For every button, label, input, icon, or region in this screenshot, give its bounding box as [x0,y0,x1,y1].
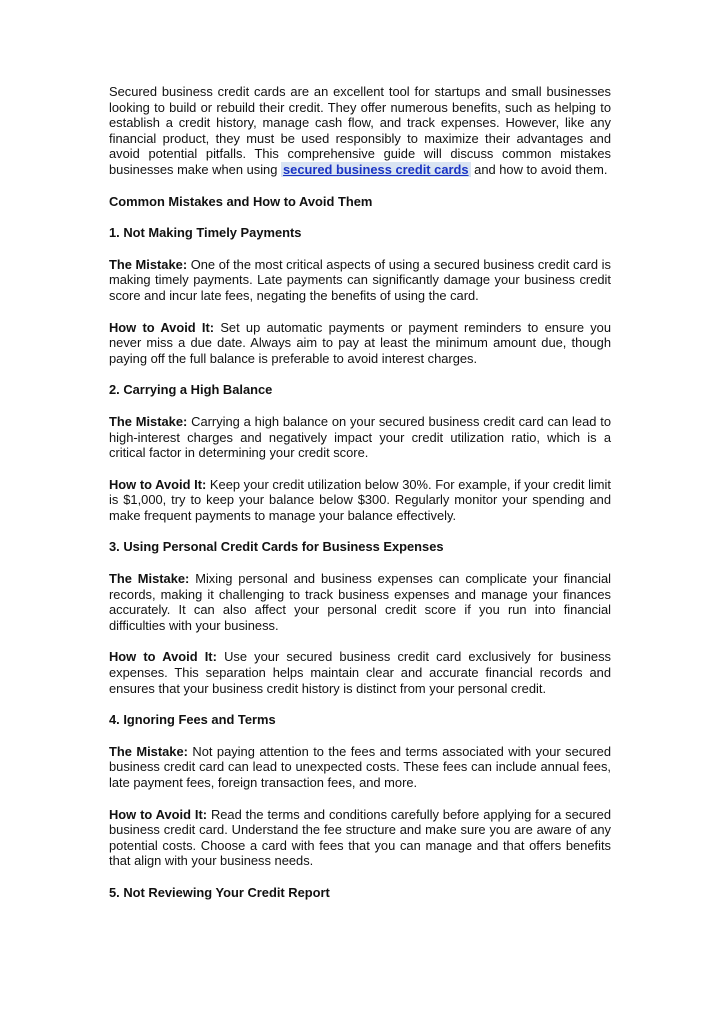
avoid-paragraph [109,477,611,524]
document-page [109,84,611,917]
avoid-paragraph [109,649,611,696]
mistake-label: The Mistake: [109,743,188,759]
avoid-paragraph [109,807,611,869]
avoid-text: Keep your credit utilization below 30%. For example, if your credit limit is $1,000, try to keep your balance below $300. Regularly monitor your spending and make frequent payments to manage your balance effectively. [109,476,611,523]
intro-paragraph [109,84,611,178]
avoid-label: How to Avoid It: [109,319,215,335]
mistake-label: The Mistake: [109,256,188,272]
item-heading: 4. Ignoring Fees and Terms [109,712,276,728]
link-highlight [281,162,471,177]
avoid-paragraph [109,320,611,367]
item-heading: 5. Not Reviewing Your Credit Report [109,884,330,900]
avoid-text: Read the terms and conditions carefully before applying for a secured business credit card. Understand the fee structure and make sure you are aware of any potential costs. Choose a card with fees that you can manage and that offers benefits that align with your business needs. [109,806,611,869]
mistake-paragraph [109,257,611,304]
intro-text: Secured business credit cards are an excellent tool for startups and small businesses looking to build or rebuild their credit. They offer numerous benefits, such as helping to establish a credit history, manage cash flow, and track expenses. However, like any financial product, they must be used responsibly to maximize their advantages and avoid potential pitfalls. This comprehensive guide will discuss common mistakes businesses make when using [109,84,611,177]
intro-text-end: and how to avoid them. [470,161,608,177]
avoid-label: How to Avoid It: [109,806,208,822]
mistake-text: Mixing personal and business expenses can complicate your financial records, making it challenging to track business expenses and manage your finances accurately. It can also affect your personal credit score if you run into financial difficulties with your business. [109,571,612,633]
mistake-paragraph [109,571,611,633]
avoid-label: How to Avoid It: [109,476,207,492]
secured-cards-link[interactable]: secured business credit cards [282,161,469,177]
avoid-label: How to Avoid It: [109,649,217,665]
item-heading: 1. Not Making Timely Payments [109,225,302,241]
mistake-text: Not paying attention to the fees and terms associated with your secured business credit card can lead to unexpected costs. These fees can include annual fees, late payment fees, foreign transaction fees, and more. [109,743,611,790]
item-heading: 2. Carrying a High Balance [109,382,273,398]
mistake-paragraph [109,744,611,791]
mistake-label: The Mistake: [109,571,190,587]
section-title: Common Mistakes and How to Avoid Them [109,193,373,209]
mistake-paragraph [109,414,611,461]
avoid-text: Use your secured business credit card exclusively for business expenses. This separation helps maintain clear and accurate financial records and ensures that your business credit history is distinct from your personal credit. [109,649,611,696]
item-heading: 3. Using Personal Credit Cards for Business Expenses [109,539,444,555]
mistake-text: Carrying a high balance on your secured business credit card can lead to high-interest charges and negatively impact your credit utilization ratio, which is a critical factor in determining your credit score. [109,413,611,461]
mistake-label: The Mistake: [109,413,188,429]
mistake-text: One of the most critical aspects of using a secured business credit card is making timely payments. Late payments can significantly damage your business credit score and incur late fees, negating the benefits of using the card. [109,256,611,303]
avoid-text: Set up automatic payments or payment reminders to ensure you never miss a due date. Always aim to pay at least the minimum amount due, though paying off the full balance is preferable to avoid interest charges. [109,319,612,366]
